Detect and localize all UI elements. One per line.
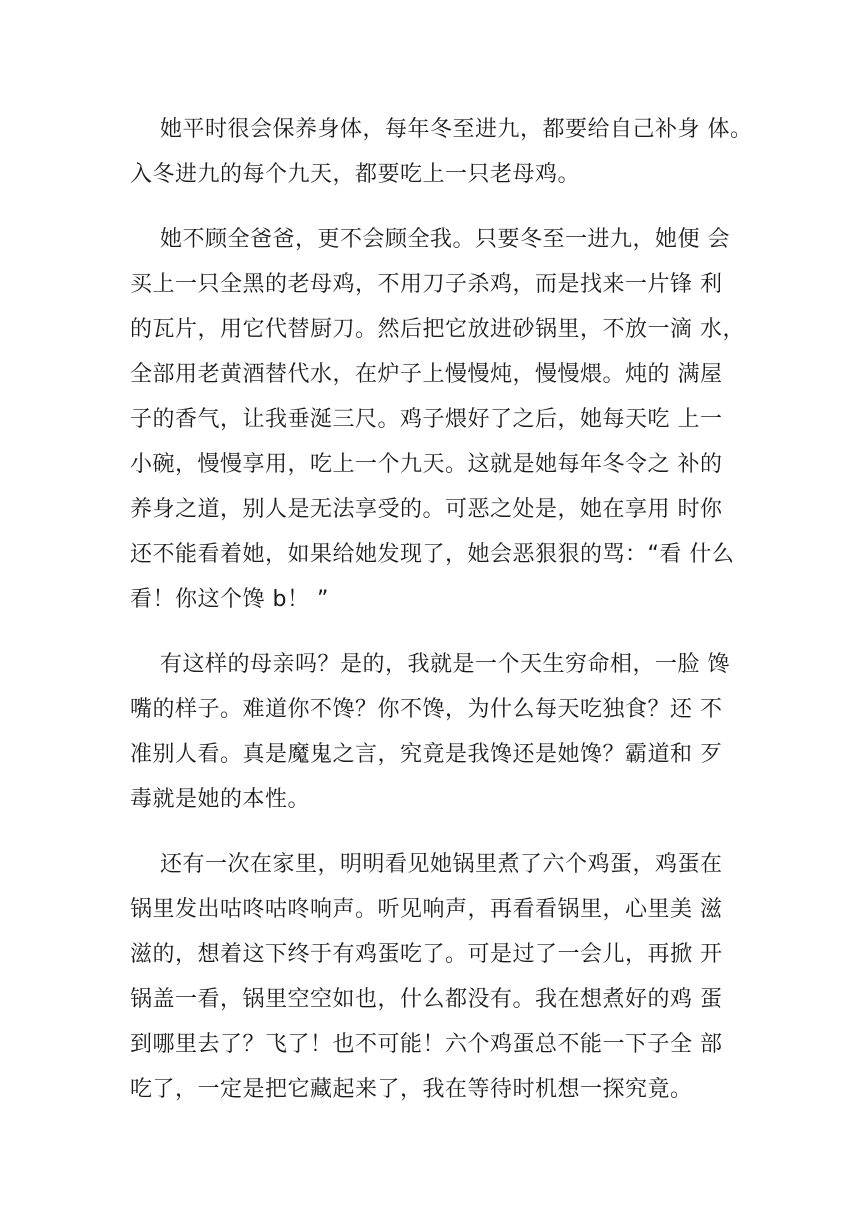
paragraph-2-line-7: 养身之道，别人是无法享受的。可恶之处是，她在享用 时你 — [130, 497, 723, 522]
paragraph-1-line-1: 她平时很会保养身体，每年冬至进九，都要给自己补身 体。 — [160, 117, 753, 142]
paragraph-3-line-1: 有这样的母亲吗？是的，我就是一个天生穷命相，一脸 馋 — [160, 652, 730, 677]
paragraph-2-line-1: 她不顾全爸爸，更不会顾全我。只要冬至一进九，她便 会 — [160, 227, 730, 252]
paragraph-2-line-9: 看！你这个馋 b！ ” — [130, 587, 329, 612]
paragraph-4-line-6: 吃了，一定是把它藏起来了，我在等待时机想一探究竟。 — [130, 1077, 693, 1102]
paragraph-2-line-2: 买上一只全黑的老母鸡，不用刀子杀鸡，而是找来一片锋 利 — [130, 272, 723, 297]
paragraph-3-line-4: 毒就是她的本性。 — [130, 787, 311, 812]
paragraph-2-line-8: 还不能看着她，如果给她发现了，她会恶狠狠的骂：“看 什么 — [130, 542, 735, 567]
paragraph-2-line-4: 全部用老黄酒替代水，在炉子上慢慢炖，慢慢煨。炖的 满屋 — [130, 362, 723, 387]
paragraph-4-line-1: 还有一次在家里，明明看见她锅里煮了六个鸡蛋，鸡蛋在 — [160, 852, 723, 877]
paragraph-4-line-2: 锅里发出咕咚咕咚响声。听见响声，再看看锅里，心里美 滋 — [130, 897, 723, 922]
paragraph-4-line-5: 到哪里去了？飞了！也不可能！六个鸡蛋总不能一下子全 部 — [130, 1032, 723, 1057]
paragraph-4-line-4: 锅盖一看，锅里空空如也，什么都没有。我在想煮好的鸡 蛋 — [130, 987, 723, 1012]
paragraph-2-line-6: 小碗，慢慢享用，吃上一个九天。这就是她每年冬令之 补的 — [130, 452, 723, 477]
paragraph-4-line-3: 滋的，想着这下终于有鸡蛋吃了。可是过了一会儿，再掀 开 — [130, 942, 723, 967]
paragraph-1-line-2: 入冬进九的每个九天，都要吃上一只老母鸡。 — [130, 162, 581, 187]
paragraph-3-line-3: 准别人看。真是魔鬼之言，究竟是我馋还是她馋？霸道和 歹 — [130, 742, 723, 767]
paragraph-2-line-5: 子的香气，让我垂涎三尺。鸡子煨好了之后，她每天吃 上一 — [130, 407, 723, 432]
paragraph-3-line-2: 嘴的样子。难道你不馋？你不馋，为什么每天吃独食？还 不 — [130, 697, 723, 722]
paragraph-2-line-3: 的瓦片，用它代替厨刀。然后把它放进砂锅里，不放一滴 水， — [130, 317, 745, 342]
